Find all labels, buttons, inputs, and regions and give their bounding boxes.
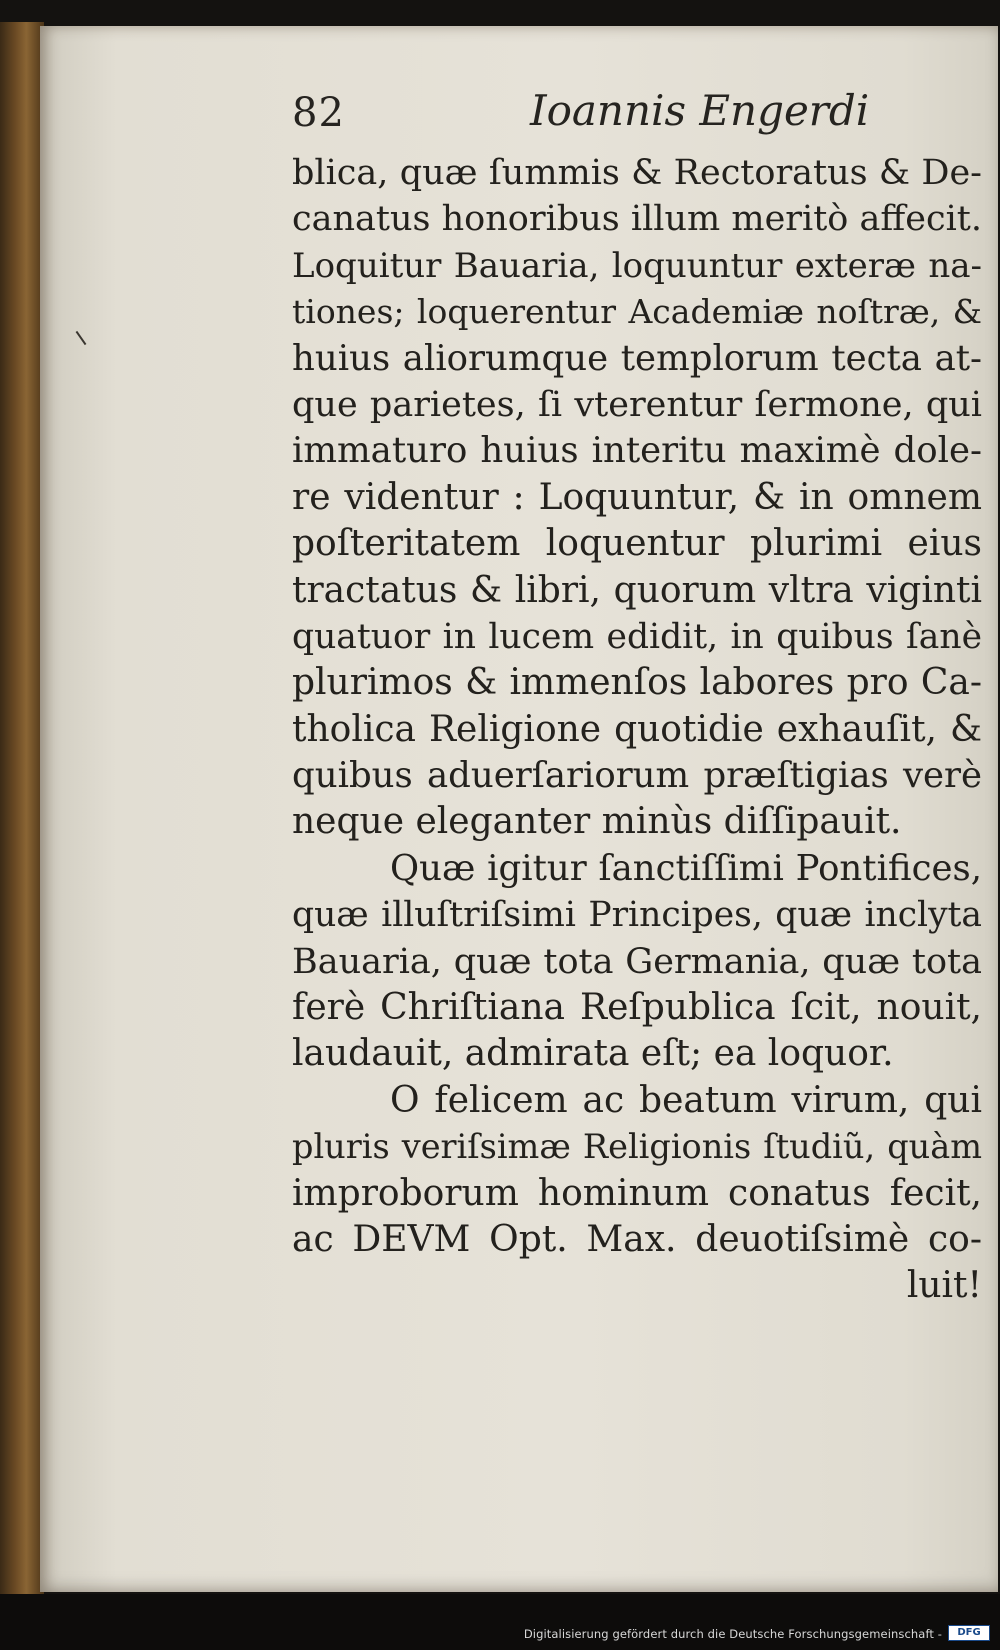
digitization-credit: Digitalisierung gefördert durch die Deutsche Forschungsgemeinschaft - — [523, 1627, 942, 1641]
body-text — [292, 150, 982, 1310]
page-number: 82 — [292, 90, 345, 136]
text-line: re videntur : Loquuntur, & in omnem — [292, 476, 982, 518]
text-line: O felicem ac beatum virum, qui — [390, 1079, 982, 1121]
book-binding-edge — [0, 22, 44, 1594]
text-line: neque eleganter minùs diſſipauit. — [292, 801, 902, 843]
text-line: blica, quæ ſummis & Rectoratus & De- — [292, 153, 982, 193]
text-line: huius aliorumque templorum tecta at- — [292, 337, 982, 379]
text-line: Bauaria, quæ tota Germania, quæ tota — [292, 941, 982, 982]
text-line: poſteritatem loquentur plurimi eius — [292, 523, 982, 565]
scan-bottom-band — [0, 1594, 1000, 1650]
text-line: quatuor in lucem edidit, in quibus ſanè — [292, 616, 982, 657]
text-line: ac DEVM Opt. Max. deuotiſsimè co- — [292, 1218, 982, 1260]
text-line: ferè Chriſtiana Reſpublica ſcit, nouit, — [292, 987, 982, 1029]
text-line: Loquitur Bauaria, loquuntur exteræ na- — [292, 245, 982, 286]
text-line: que parietes, ſi vterentur ſermone, qui — [292, 384, 982, 425]
text-line: quæ illuſtriſsimi Principes, quæ inclyta — [292, 895, 982, 936]
text-line: pluris veriſsimæ Religionis ſtudiũ, quàm — [292, 1127, 982, 1167]
text-line: tholica Religione quotidie exhauſit, & — [292, 708, 982, 750]
running-title: Ioannis Engerdi — [530, 86, 870, 135]
text-line: canatus honoribus illum meritò affecit. — [292, 199, 982, 240]
text-line: quibus aduerſariorum præſtigias verè — [292, 755, 982, 797]
text-line: tractatus & libri, quorum vltra viginti — [292, 569, 982, 611]
text-line: luit! — [906, 1265, 982, 1307]
text-line: tiones; loquerentur Academiæ noſtræ, & — [292, 292, 982, 332]
text-line: Quæ igitur ſanctiſſimi Pontifices, — [390, 847, 982, 889]
text-line: laudauit, admirata eſt; ea loquor. — [292, 1033, 894, 1075]
dfg-logo: DFG — [948, 1625, 990, 1641]
text-line: improborum hominum conatus fecit, — [292, 1172, 982, 1214]
text-line: immaturo huius interitu maximè dole- — [292, 430, 982, 472]
text-line: plurimos & immenſos labores pro Ca- — [292, 662, 982, 704]
